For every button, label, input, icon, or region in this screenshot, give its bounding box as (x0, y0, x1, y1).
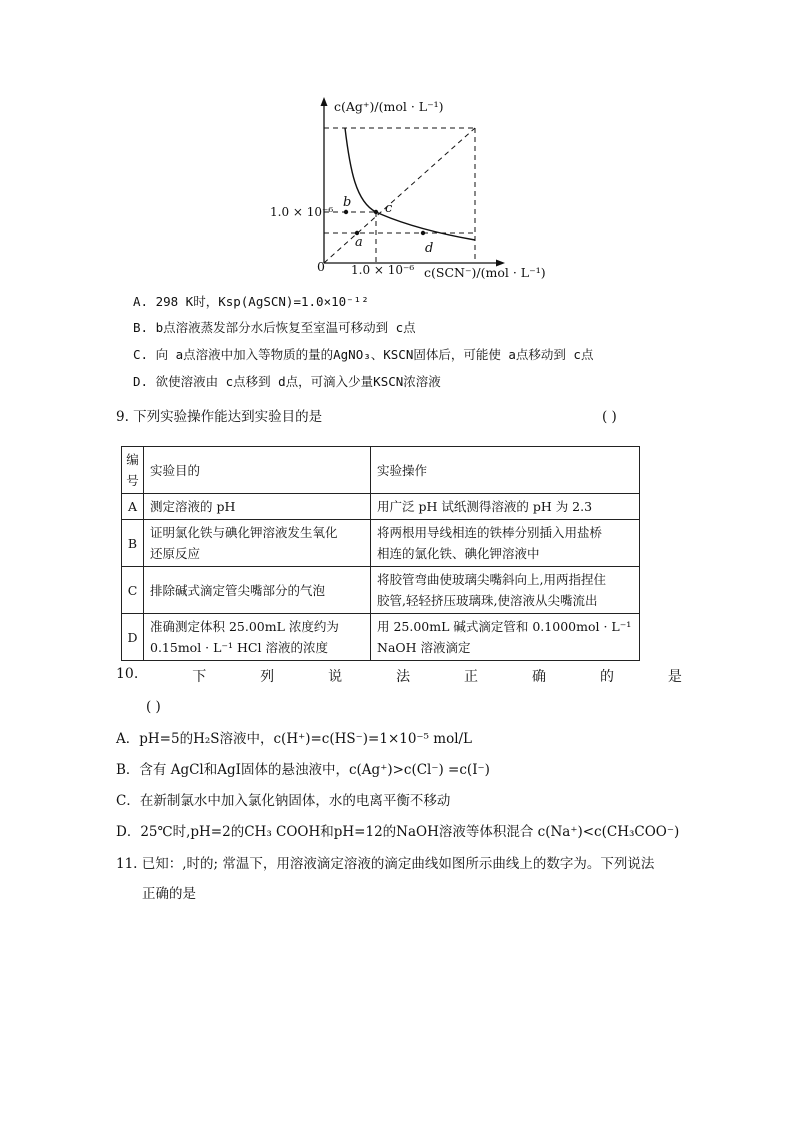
experiment-table (121, 446, 640, 661)
op-line: NaOH 溶液滴定 (377, 640, 471, 655)
point-a-label: a (355, 235, 363, 250)
q9-stem: 9. 下列实验操作能达到实验目的是 (116, 409, 323, 425)
table-header-row (122, 447, 640, 494)
x-axis-label: c(SCN⁻)/(mol · L⁻¹) (424, 265, 546, 280)
q10-char: 的 (599, 669, 614, 685)
q9-answer-bracket: ( ) (602, 409, 617, 425)
table-row (122, 494, 640, 520)
q10-option-b: B．含有 AgCl和AgI固体的悬浊液中，c(Ag⁺)>c(Cl⁻) =c(I⁻) (116, 762, 490, 778)
header-operation: 实验操作 (371, 447, 640, 494)
q11-line-1: 11. 已知：,时的; 常温下，用溶液滴定溶液的滴定曲线如图所示曲线上的数字为。下列说法 (116, 856, 655, 872)
q10-char: 确 (531, 669, 546, 685)
goal-line: 测定溶液的 pH (150, 499, 236, 514)
row-operation (371, 494, 640, 520)
row-goal (144, 520, 371, 567)
goal-line: 证明氯化铁与碘化钾溶液发生氧化 (150, 525, 338, 540)
row-id: C (122, 567, 144, 614)
row-goal (144, 494, 371, 520)
solubility-graph (0, 0, 794, 290)
point-d (421, 231, 425, 235)
point-b-label: b (343, 195, 352, 210)
point-b (344, 210, 348, 214)
op-line: 将胶管弯曲使玻璃尖嘴斜向上,用两指捏住 (377, 572, 606, 587)
y-tick-label: 1.0 × 10⁻⁶ (270, 205, 334, 219)
q10-char: 是 (667, 669, 682, 685)
row-operation (371, 567, 640, 614)
row-id: A (122, 494, 144, 520)
y-axis-arrow (321, 97, 328, 106)
row-goal (144, 614, 371, 661)
q10-char: 正 (464, 669, 479, 685)
table-row (122, 567, 640, 614)
q10-char: 下 (192, 669, 207, 685)
q8-option-d: D. 欲使溶液由 c点移到 d点，可滴入少量KSCN浓溶液 (133, 374, 441, 389)
point-c-label: c (385, 201, 393, 216)
point-c (374, 210, 378, 214)
header-goal: 实验目的 (144, 447, 371, 494)
op-line: 胶管,轻轻挤压玻璃珠,使溶液从尖嘴流出 (377, 593, 598, 608)
op-line: 相连的氯化铁、碘化钾溶液中 (377, 546, 540, 561)
goal-line: 准确测定体积 25.00mL 浓度约为 (150, 619, 339, 634)
x-tick-label: 1.0 × 10⁻⁶ (351, 263, 415, 277)
header-id: 编号 (122, 447, 144, 494)
table-row (122, 520, 640, 567)
q10-option-c: C．在新制氯水中加入氯化钠固体，水的电离平衡不移动 (116, 793, 451, 809)
q10-option-a: A．pH=5的H₂S溶液中，c(H⁺)=c(HS⁻)=1×10⁻⁵ mol/L (116, 731, 473, 747)
q8-option-a: A. 298 K时，Ksp(AgSCN)=1.0×10⁻¹² (133, 294, 369, 309)
row-operation (371, 520, 640, 567)
q11-line-2: 正确的是 (142, 886, 196, 902)
q10-answer-bracket: ( ) (146, 699, 161, 715)
table-row (122, 614, 640, 661)
row-id: D (122, 614, 144, 661)
op-line: 将两根用导线相连的铁棒分别插入用盐桥 (377, 525, 603, 540)
row-id: B (122, 520, 144, 567)
q8-option-b: B. b点溶液蒸发部分水后恢复至室温可移动到 c点 (133, 320, 416, 335)
q10-stem (116, 666, 682, 686)
q8-option-c: C. 向 a点溶液中加入等物质的量的AgNO₃、KSCN固体后，可能使 a点移动到 c点 (133, 347, 594, 362)
goal-line: 0.15mol · L⁻¹ HCl 溶液的浓度 (150, 640, 328, 655)
row-goal (144, 567, 371, 614)
goal-line: 还原反应 (150, 546, 201, 561)
op-line: 用广泛 pH 试纸测得溶液的 pH 为 2.3 (377, 499, 593, 514)
q10-char: 列 (260, 669, 275, 685)
q10-number: 10. (116, 666, 139, 682)
q10-option-d: D．25℃时,pH=2的CH₃ COOH和pH=12的NaOH溶液等体积混合 c(Na⁺)<c(CH₃COO⁻) (116, 824, 680, 840)
goal-line: 排除碱式滴定管尖嘴部分的气泡 (150, 582, 326, 598)
row-operation (371, 614, 640, 661)
equilibrium-curve (345, 128, 475, 240)
q10-char: 法 (396, 669, 411, 685)
origin-label: 0 (317, 259, 325, 274)
op-line: 用 25.00mL 碱式滴定管和 0.1000mol · L⁻¹ (377, 619, 632, 634)
q10-char: 说 (328, 669, 343, 685)
point-d-label: d (425, 241, 434, 256)
y-axis-label: c(Ag⁺)/(mol · L⁻¹) (334, 99, 444, 114)
